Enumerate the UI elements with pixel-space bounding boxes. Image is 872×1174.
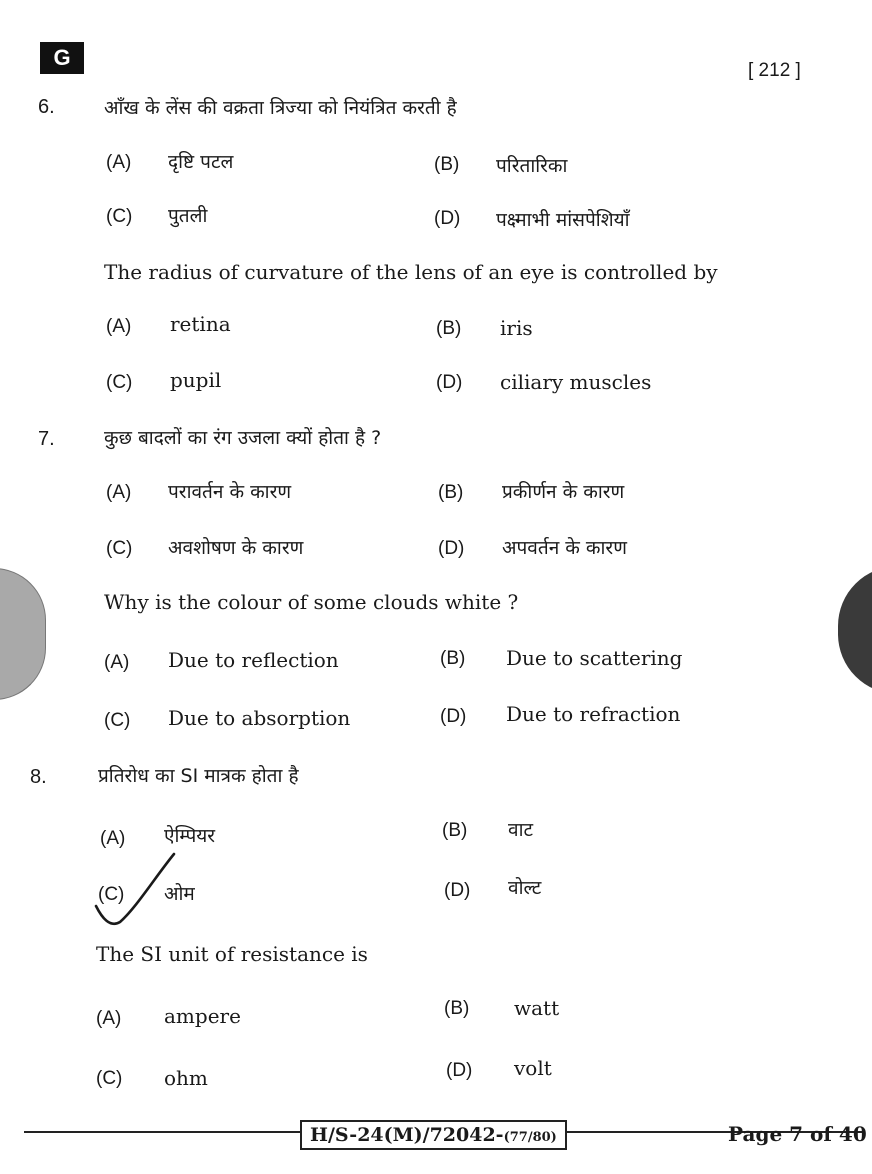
q8-hi-option-c-text: ओम (164, 883, 195, 905)
q7-hi-option-c-text: अवशोषण के कारण (168, 537, 304, 559)
footer-code-small: (77/80) (503, 1130, 557, 1145)
q7-hi-option-b-text: प्रकीर्णन के कारण (502, 481, 625, 503)
paper-code: [ 212 ] (748, 60, 801, 81)
q8-en-option-c-text: ohm (164, 1066, 208, 1090)
q6-hi-option-a-label: (A) (106, 152, 132, 173)
q8-en-option-a-label: (A) (96, 1008, 122, 1029)
q8-en-option-a-text: ampere (164, 1004, 241, 1028)
question-6-english: The radius of curvature of the lens of an eye is controlled by (104, 260, 718, 284)
q6-en-option-a-label: (A) (106, 316, 132, 337)
q6-en-option-b-label: (B) (436, 318, 462, 339)
q6-hi-option-a-text: दृष्टि पटल (168, 151, 234, 173)
q7-en-option-c-label: (C) (104, 710, 131, 731)
q8-hi-option-d-text: वोल्ट (508, 877, 542, 899)
question-6-hindi: आँख के लेंस की वक्रता त्रिज्या को नियंत्रित करती है (104, 97, 457, 119)
question-8-english: The SI unit of resistance is (96, 942, 368, 966)
q8-en-option-b-text: watt (514, 996, 560, 1020)
footer-exam-code (300, 1120, 567, 1150)
q6-en-option-c-text: pupil (170, 368, 222, 392)
right-tab-shape (838, 566, 872, 694)
q7-hi-option-a-text: परावर्तन के कारण (168, 481, 292, 503)
q7-en-option-b-label: (B) (440, 648, 466, 669)
question-8-hindi: प्रतिरोध का SI मात्रक होता है (98, 765, 299, 787)
q6-en-option-d-label: (D) (436, 372, 463, 393)
q7-en-option-d-text: Due to refraction (506, 702, 681, 726)
question-7-number: 7. (38, 428, 55, 450)
series-badge: G (40, 42, 84, 74)
page-number: Page 7 of 40 (728, 1122, 867, 1146)
left-tab-shape (0, 568, 46, 700)
q7-hi-option-d-text: अपवर्तन के कारण (502, 537, 627, 559)
q8-en-option-b-label: (B) (444, 998, 470, 1019)
q8-hi-option-a-text: ऐम्पियर (164, 825, 216, 847)
q6-en-option-b-text: iris (500, 316, 533, 340)
q6-hi-option-c-label: (C) (106, 206, 133, 227)
q6-hi-option-b-label: (B) (434, 154, 460, 175)
q6-hi-option-b-text: परितारिका (496, 155, 568, 177)
q6-en-option-d-text: ciliary muscles (500, 370, 652, 394)
q6-en-option-a-text: retina (170, 312, 231, 336)
q7-hi-option-a-label: (A) (106, 482, 132, 503)
q7-hi-option-c-label: (C) (106, 538, 133, 559)
q7-en-option-b-text: Due to scattering (506, 646, 683, 670)
q7-en-option-a-label: (A) (104, 652, 130, 673)
q6-hi-option-d-label: (D) (434, 208, 461, 229)
q8-en-option-c-label: (C) (96, 1068, 123, 1089)
question-8-number: 8. (30, 766, 47, 788)
q8-en-option-d-text: volt (514, 1056, 552, 1080)
question-7-english: Why is the colour of some clouds white ? (104, 590, 519, 614)
q8-hi-option-b-label: (B) (442, 820, 468, 841)
q8-hi-option-d-label: (D) (444, 880, 471, 901)
q6-en-option-c-label: (C) (106, 372, 133, 393)
q8-hi-option-a-label: (A) (100, 828, 126, 849)
q7-en-option-d-label: (D) (440, 706, 467, 727)
q7-en-option-c-text: Due to absorption (168, 706, 351, 730)
q7-en-option-a-text: Due to reflection (168, 648, 339, 672)
handwritten-check-mark-icon (90, 848, 182, 928)
q8-en-option-d-label: (D) (446, 1060, 473, 1081)
question-6-number: 6. (38, 96, 55, 118)
q6-hi-option-c-text: पुतली (168, 205, 208, 227)
q8-hi-option-c-label: (C) (98, 884, 125, 905)
question-7-hindi: कुछ बादलों का रंग उजला क्यों होता है ? (104, 427, 382, 449)
footer-code-main: H/S-24(M)/72042- (310, 1124, 504, 1146)
q6-hi-option-d-text: पक्ष्माभी मांसपेशियाँ (496, 209, 630, 231)
q8-hi-option-b-text: वाट (508, 819, 534, 841)
q7-hi-option-b-label: (B) (438, 482, 464, 503)
q7-hi-option-d-label: (D) (438, 538, 465, 559)
